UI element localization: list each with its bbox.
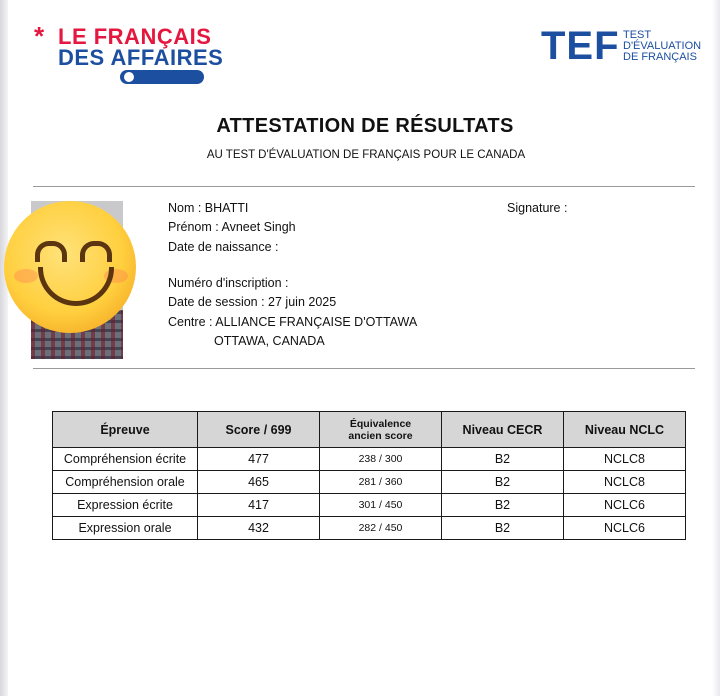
cell-nclc: NCLC8 (564, 448, 686, 471)
tef-logo-text (623, 30, 701, 63)
emoji-eye-left (35, 241, 67, 262)
smiling-face-emoji-icon (4, 201, 136, 333)
candidate-prenom: Prénom : Avneet Singh (168, 220, 296, 234)
candidate-date-naissance: Date de naissance : (168, 240, 279, 254)
tef-logo-text-line-3: DE FRANÇAIS (623, 51, 697, 63)
results-table (52, 411, 686, 540)
cell-cecr: B2 (442, 448, 564, 471)
candidate-nom: Nom : BHATTI (168, 201, 249, 215)
cell-nclc: NCLC8 (564, 471, 686, 494)
header-niveau-nclc: Niveau NCLC (564, 412, 686, 448)
divider-bottom (33, 368, 695, 369)
divider-top (33, 186, 695, 187)
cci-education-badge (120, 70, 204, 84)
cell-cecr: B2 (442, 517, 564, 540)
asterisk-star-icon: * (34, 21, 45, 51)
page-left-edge (0, 0, 8, 696)
candidate-centre-ville: OTTAWA, CANADA (214, 334, 325, 348)
header-equivalence-text: Équivalence ancien score (348, 417, 413, 442)
cell-score: 432 (198, 517, 320, 540)
page-right-edge (712, 0, 720, 696)
table-row (53, 517, 686, 540)
cell-epreuve: Expression écrite (53, 494, 198, 517)
candidate-numero-inscription: Numéro d'inscription : (168, 276, 289, 290)
document-title: ATTESTATION DE RÉSULTATS (216, 115, 514, 137)
tef-logo-text-line-1: TEST (623, 29, 652, 41)
cell-equivalence: 238 / 300 (320, 448, 442, 471)
cell-equivalence: 281 / 360 (320, 471, 442, 494)
cell-equivalence: 301 / 450 (320, 494, 442, 517)
candidate-centre: Centre : ALLIANCE FRANÇAISE D'OTTAWA (168, 315, 418, 329)
cell-epreuve: Compréhension orale (53, 471, 198, 494)
table-row (53, 471, 686, 494)
cell-score: 465 (198, 471, 320, 494)
emoji-cheek-left (14, 269, 38, 283)
header-equivalence (320, 412, 442, 448)
tef-logo-text-line-2: D'ÉVALUATION (623, 40, 702, 52)
logo-line-1: LE FRANÇAIS (58, 24, 212, 49)
cell-nclc: NCLC6 (564, 517, 686, 540)
document-subtitle: AU TEST D'ÉVALUATION DE FRANÇAIS POUR LE CANADA (206, 149, 526, 161)
emoji-eye-right (80, 241, 112, 262)
candidate-date-session: Date de session : 27 juin 2025 (168, 295, 337, 309)
tef-logo-letters: TEF (541, 24, 620, 68)
header-score: Score / 699 (198, 412, 320, 448)
table-row (53, 494, 686, 517)
cci-dot-icon (124, 72, 134, 82)
table-row (53, 448, 686, 471)
results-header-row (53, 412, 686, 448)
cell-score: 477 (198, 448, 320, 471)
signature-label: Signature : (507, 201, 568, 215)
emoji-smile (38, 267, 114, 306)
cell-cecr: B2 (442, 471, 564, 494)
header-niveau-cecr: Niveau CECR (442, 412, 564, 448)
logo-line-2: DES AFFAIRES (58, 45, 224, 70)
cell-equivalence: 282 / 450 (320, 517, 442, 540)
cell-cecr: B2 (442, 494, 564, 517)
cell-epreuve: Compréhension écrite (53, 448, 198, 471)
cell-score: 417 (198, 494, 320, 517)
header-epreuve: Épreuve (53, 412, 198, 448)
cell-nclc: NCLC6 (564, 494, 686, 517)
cell-epreuve: Expression orale (53, 517, 198, 540)
